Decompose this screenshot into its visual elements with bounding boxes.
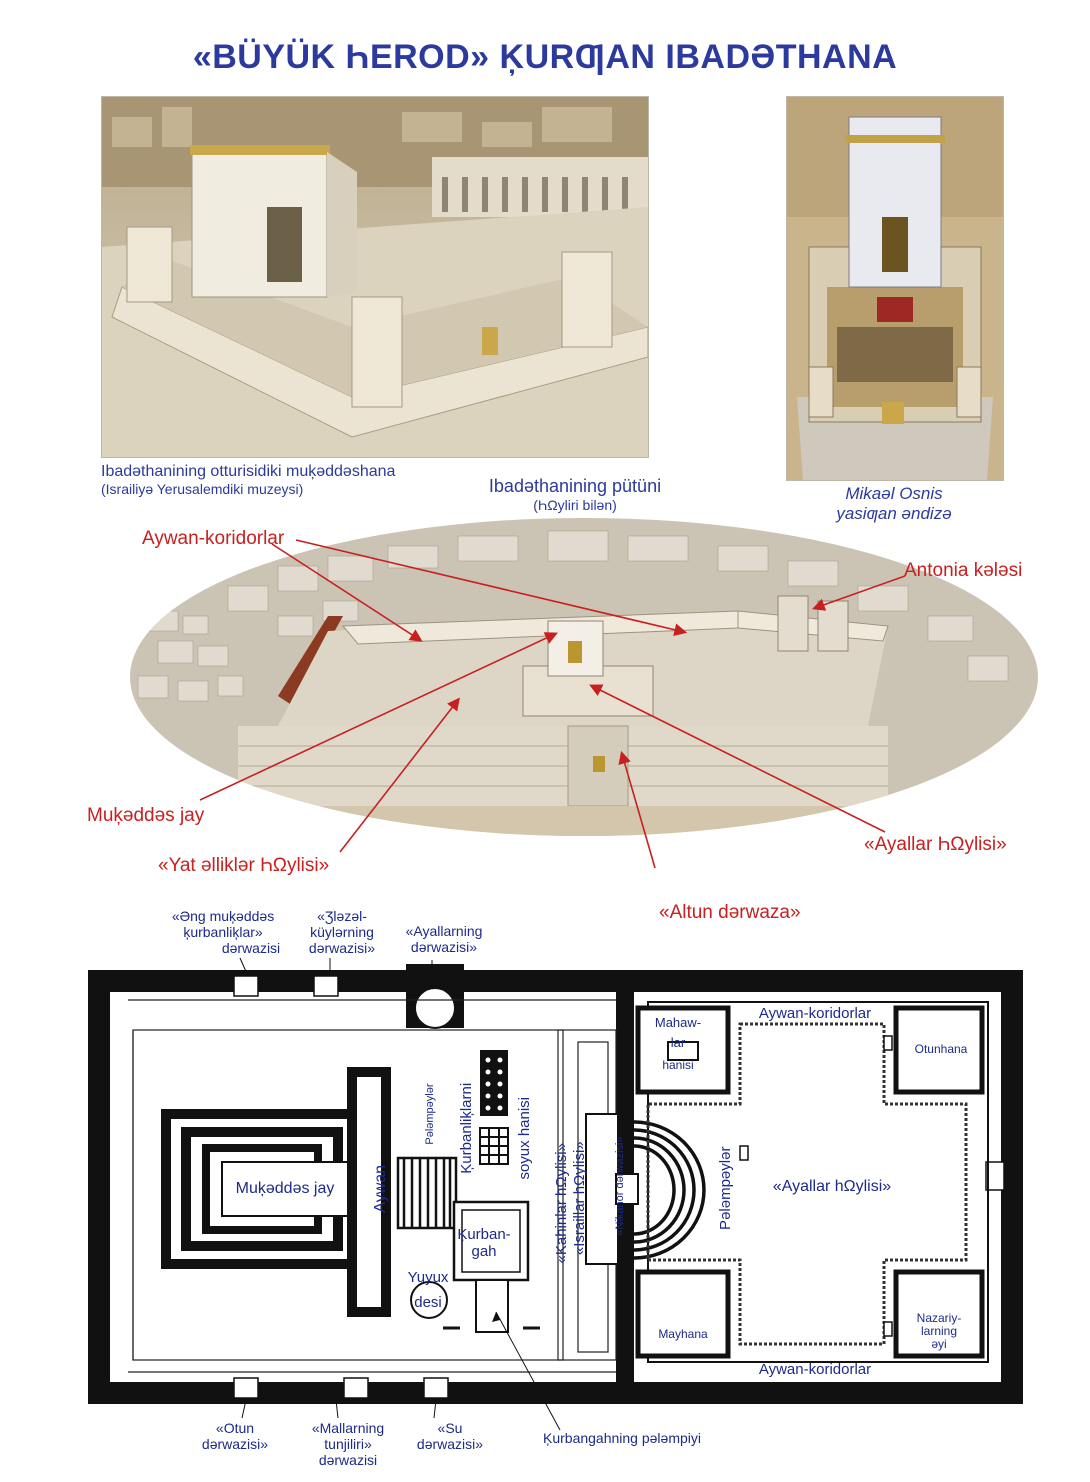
osnis-caption-line1: Mikaəl Osnis (845, 484, 943, 503)
sanctuary-caption-main: Ibadəthanining otturisidiki muķəddəshana (101, 463, 396, 480)
plan-slaughter-2: soyux hanisi (515, 1096, 533, 1180)
plan-steps-semicircle: Pələmpəylər (716, 1146, 734, 1230)
gate-fire-l3: dərwazisi» (308, 940, 376, 957)
plan-lepers-l1: Mahaw- (654, 1015, 702, 1030)
plan-nazirites-l1: Nazariy- (916, 1311, 962, 1325)
plan-priests-court: «Kaһinlar һΩylisi» (552, 1143, 570, 1264)
plan-porticoes-top: Aywan-koridorlar (758, 1005, 872, 1022)
plan-holy-place: Muķəddəs jay (235, 1180, 335, 1197)
plan-altar-l1: Ķurban- (457, 1226, 511, 1243)
label-holy-place: Muķəddəs jay (87, 805, 205, 826)
plan-lepers-l3: hanisi (662, 1057, 694, 1072)
gate-fire-l2: küylərning (310, 924, 374, 941)
gate-firstborn-l3: dərwazisi (318, 1452, 378, 1469)
gate-most-holy-l2: ķurbanliķlar» (183, 924, 263, 941)
sanctuary-caption-sub: (Israiliyə Yerusalemdiki muzeysi) (101, 481, 304, 498)
gate-spring-l2: dərwazisi» (201, 1436, 269, 1453)
gate-water-l1: «Su (437, 1420, 463, 1436)
gate-water-l2: dərwazisi» (416, 1436, 484, 1453)
gate-most-holy-l1: «Əng muķəddəs (171, 908, 275, 924)
plan-wood: Otunhana (914, 1042, 968, 1056)
gate-most-holy-l3: dərwazisi (221, 940, 281, 957)
label-altar-ramp: Ķurbangaһning pələmpiyi (543, 1430, 701, 1446)
overview-caption-main: Ibadəthanining pütüni (488, 476, 662, 496)
plan-altar-l2: gaһ (471, 1242, 497, 1260)
gate-fire-l1: «Ʒləzəl- (317, 908, 367, 924)
gate-spring-l1: «Otun (215, 1420, 255, 1436)
label-porticoes: Aywan-koridorlar (142, 528, 285, 549)
plan-nicanor-gate: «Nikanor dərwazisi» (613, 1136, 626, 1236)
gate-firstborn-l1: «Mallarning (311, 1420, 385, 1436)
plan-lepers-l2: lar (670, 1035, 686, 1051)
plan-nazirites-l3: əyi (931, 1337, 947, 1352)
plan-nazirites-l2: larning (920, 1324, 958, 1339)
plan-laver-l1: Yuyux (407, 1269, 449, 1286)
gate-women-l1: «Ayallarning (405, 923, 483, 939)
plan-oil: Mayhana (658, 1327, 708, 1341)
plan-porticoes-bottom: Aywan-koridorlar (758, 1361, 872, 1378)
plan-women-court: «Ayallar һΩylisi» (772, 1178, 892, 1195)
gate-firstborn-l2: tunjiliri» (324, 1436, 372, 1453)
label-womens-court: «Ayallar ҺΩylisi» (864, 834, 1007, 855)
label-golden-gate: «Altun dərwaza» (659, 902, 801, 923)
gate-women-l2: dərwazisi» (410, 939, 478, 956)
plan-slaughter: Ķurbanliķlarni (457, 1082, 475, 1174)
label-antonia: Antonia kələsi (904, 560, 1023, 581)
label-gentiles-court: «Yat əlliklər ҺΩylisi» (158, 855, 330, 876)
plan-steps-vertical: Pələmpəylər (423, 1083, 436, 1145)
osnis-caption-line2: yasiƣan əndizə (836, 503, 952, 523)
plan-porch: Aywan (372, 1164, 390, 1213)
plan-laver-l2: desi (414, 1293, 442, 1311)
plan-israel-court: «Israillar һΩylisi» (570, 1141, 588, 1256)
page-title: «BÜYÜK ҺEROD» ĶURƢAN IBADӘTHANA (192, 38, 898, 76)
overview-caption-sub: (ҺΩyliri bilən) (533, 496, 617, 513)
